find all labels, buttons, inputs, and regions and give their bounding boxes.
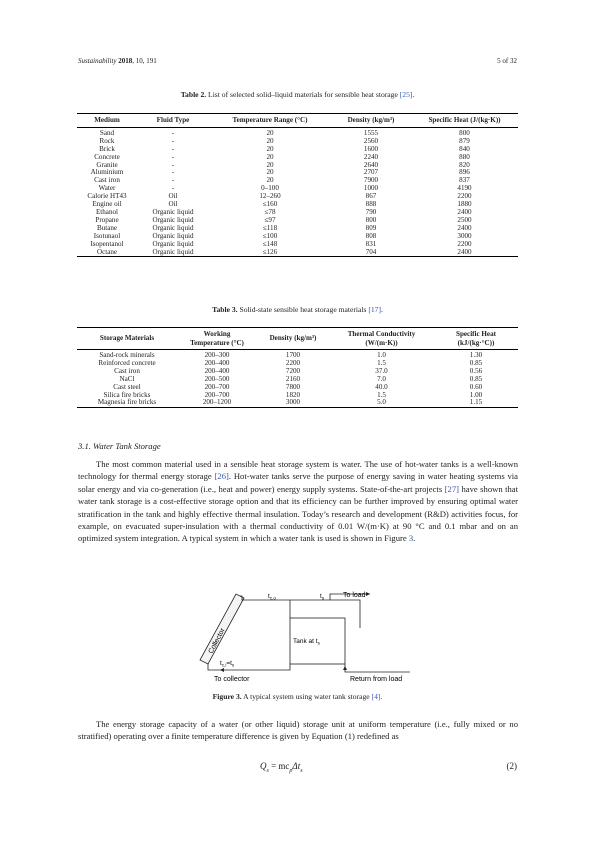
table2-cell: 704 bbox=[365, 247, 377, 256]
table3-header-cell: Specific Heat (kJ/(kg·°C)) bbox=[434, 328, 518, 350]
table2-cell: 20 bbox=[266, 176, 274, 185]
table2-cell: 2400 bbox=[457, 223, 472, 232]
table2-row bbox=[77, 233, 518, 241]
table2-cell: Calorie HT43 bbox=[87, 192, 127, 201]
table3-cell: 1820 bbox=[285, 390, 301, 399]
table2-cell: Rock bbox=[99, 136, 115, 145]
table3-cell: 1.5 bbox=[377, 390, 386, 399]
table3-cell: 1.0 bbox=[377, 351, 386, 359]
table3-header-cell: Density (kg/m³) bbox=[257, 328, 329, 350]
journal-volume: , 10, 191 bbox=[132, 57, 157, 65]
table3-cell: 0.60 bbox=[469, 382, 483, 391]
table2-cell: 20 bbox=[266, 152, 274, 161]
table2-cell: 2200 bbox=[457, 239, 472, 248]
table2-cell: Organic liquid bbox=[152, 239, 194, 248]
table3-cell: 37.0 bbox=[375, 366, 388, 375]
table3-cell: 0.85 bbox=[469, 374, 483, 383]
table2-row bbox=[77, 209, 518, 217]
table2-header-cell: Density (kg/m³) bbox=[331, 114, 411, 128]
page-number: 5 of 32 bbox=[497, 57, 517, 65]
table3-caption-text: Solid-state sensible heat storage materials bbox=[237, 305, 369, 314]
table2-cell: Oil bbox=[168, 200, 178, 209]
table2-cell: 3000 bbox=[457, 231, 472, 240]
table2-citation-link[interactable]: [25] bbox=[399, 90, 413, 99]
table2-header-cell: Specific Heat (J/(kg·K)) bbox=[411, 114, 518, 128]
table2-cell: 2400 bbox=[457, 207, 472, 216]
arrow-to-collector bbox=[220, 668, 224, 672]
table2-cell: 20 bbox=[266, 168, 274, 177]
table2-caption-end: . bbox=[412, 90, 415, 99]
table2-row bbox=[77, 169, 518, 177]
table2-cell: Octane bbox=[96, 247, 118, 256]
table3-body bbox=[77, 350, 518, 408]
table2-cell: 888 bbox=[365, 200, 377, 209]
table3 bbox=[77, 327, 518, 408]
table2-cell: - bbox=[171, 152, 175, 161]
table2-cell: 2200 bbox=[457, 192, 472, 201]
table2-cell: ≤97 bbox=[264, 215, 276, 224]
table2-row bbox=[77, 138, 518, 146]
table2-caption-label: Table 2. bbox=[180, 90, 207, 99]
table3-row bbox=[77, 399, 518, 407]
table3-cell: 7800 bbox=[285, 382, 301, 391]
table2-cell: Granite bbox=[96, 160, 118, 169]
table2-cell: ≤160 bbox=[262, 200, 278, 209]
label-tci: $t_{c,i}=t_s$ bbox=[220, 660, 235, 668]
table2-cell: Organic liquid bbox=[152, 215, 194, 224]
table3-cell: Cast steel bbox=[113, 382, 141, 391]
table2-cell: 820 bbox=[459, 160, 470, 169]
figure3-citation-link[interactable]: [4] bbox=[371, 692, 381, 701]
table2-row bbox=[77, 217, 518, 225]
para-text: The most common material used in a sensible heat storage system is water. The use of hot-water tanks is a well-known technology for thermal energy storage bbox=[78, 459, 518, 482]
table3-cell: 7200 bbox=[285, 366, 301, 375]
table3-cell: 1.15 bbox=[469, 398, 483, 407]
journal-name: Sustainability bbox=[78, 57, 117, 65]
table2-cell: - bbox=[171, 128, 175, 137]
table2-cell: Butane bbox=[96, 223, 118, 232]
table2-cell: 831 bbox=[365, 239, 377, 248]
table2-header-cell: Fluid Type bbox=[137, 114, 209, 128]
figure3-caption-label: Figure 3. bbox=[212, 692, 242, 701]
table2-row bbox=[77, 146, 518, 154]
figure3-caption-end: . bbox=[380, 692, 383, 701]
table2-cell: - bbox=[171, 176, 175, 185]
table3-cell: 1.30 bbox=[469, 351, 483, 359]
table2-cell: 20 bbox=[266, 128, 274, 137]
table2-cell: Isopentanol bbox=[90, 239, 124, 248]
table2-cell: - bbox=[171, 144, 175, 153]
table3-cell: 7.0 bbox=[377, 374, 386, 383]
table2-cell: 2500 bbox=[457, 215, 472, 224]
table3-header-cell: Storage Materials bbox=[77, 328, 177, 350]
table2-row bbox=[77, 193, 518, 201]
figure-link[interactable]: 3 bbox=[408, 533, 414, 544]
table3-cell: 3000 bbox=[285, 398, 301, 407]
equation-number: (2) bbox=[506, 761, 517, 771]
table2-cell: 0–100 bbox=[261, 184, 279, 193]
table2-row bbox=[77, 225, 518, 233]
table2-row bbox=[77, 241, 518, 249]
table3-cell: 40.0 bbox=[375, 382, 388, 391]
table3-cell: 200–300 bbox=[204, 351, 230, 359]
table2-cell: 4190 bbox=[457, 184, 472, 193]
journal-year: 2018 bbox=[118, 57, 133, 65]
table3-cell: Silica fire bricks bbox=[103, 390, 151, 399]
table2-cell: 879 bbox=[459, 136, 470, 145]
table3-cell: NaCl bbox=[119, 374, 135, 383]
table2-cell: 867 bbox=[365, 192, 377, 201]
table2-cell: ≤118 bbox=[262, 223, 278, 232]
table2-cell: 2400 bbox=[457, 247, 472, 256]
citation-link[interactable]: [27] bbox=[444, 483, 459, 494]
table2-cell: 880 bbox=[459, 152, 470, 161]
table3-cell: 1700 bbox=[285, 351, 301, 359]
table2-cell: Concrete bbox=[94, 152, 120, 161]
tank-label: Tank at $t_s$ bbox=[293, 638, 320, 646]
collector-label: Collector bbox=[207, 627, 227, 655]
table3-caption-end: . bbox=[380, 305, 383, 314]
table3-cell: 200–400 bbox=[204, 358, 230, 367]
para-text: have shown that water tank storage is a cost-effective storage option and that its efficiency can be further improved by ensuring optimal water stratification in the tank and highly effective thermal insulation. Today’s research and development (R&D) activities focus, for example, on evacuated super-insulation with a thermal conductivity of 0.01 W/(m·K) at 90 °C and 0.1 mbar and on an optimized system integration. A typical system in which a water tank is used is shown in Figure bbox=[78, 483, 518, 544]
table2-cell: 2707 bbox=[363, 168, 379, 177]
table2-header-row bbox=[77, 114, 518, 128]
table2-cell: Organic liquid bbox=[152, 231, 194, 240]
table2-caption bbox=[0, 90, 595, 99]
arrow-return bbox=[343, 666, 347, 670]
table2-cell: 840 bbox=[459, 144, 470, 153]
table3-cell: Reinforced concrete bbox=[98, 358, 156, 367]
table2-cell: ≤148 bbox=[262, 239, 278, 248]
table2-cell: Organic liquid bbox=[152, 223, 194, 232]
table2-header-cell: Temperature Range (°C) bbox=[209, 114, 331, 128]
table2-cell: Oil bbox=[168, 192, 178, 201]
table2-row bbox=[77, 177, 518, 185]
equation-formula: $Q_s = mc_p\Delta t_s$ bbox=[260, 761, 303, 774]
table3-cell: 0.85 bbox=[469, 358, 483, 367]
table3-cell: 200–700 bbox=[204, 390, 230, 399]
table3-cell: 200–500 bbox=[204, 374, 230, 383]
table3-cell: Magnesia fire bricks bbox=[97, 398, 157, 407]
table3-citation-link[interactable]: [17] bbox=[368, 305, 381, 314]
table2-cell: 20 bbox=[266, 160, 274, 169]
table2-cell: 1880 bbox=[457, 200, 472, 209]
table2-cell: Aluminium bbox=[90, 168, 124, 177]
table3-cell: 5.0 bbox=[377, 398, 386, 407]
table3-cell: Cast iron bbox=[114, 366, 140, 375]
table3-cell: 200–400 bbox=[204, 366, 230, 375]
table2-cell: ≤126 bbox=[262, 247, 278, 256]
table3-cell: 200–700 bbox=[204, 382, 230, 391]
table2-cell: 7900 bbox=[363, 176, 379, 185]
return-from-load-pipe bbox=[345, 664, 410, 672]
table2-row bbox=[77, 154, 518, 162]
table2-row bbox=[77, 162, 518, 170]
table3-caption-label: Table 3. bbox=[212, 305, 238, 314]
arrow-to-load bbox=[366, 592, 370, 596]
table2-cell: Sand bbox=[99, 128, 115, 137]
table3-cell: 1.00 bbox=[469, 390, 483, 399]
table3-cell: 2160 bbox=[285, 374, 301, 383]
table2-caption-text: List of selected solid–liquid materials for sensible heat storage bbox=[206, 90, 400, 99]
table3-cell: Sand-rock minerals bbox=[99, 351, 155, 359]
running-header bbox=[78, 57, 157, 65]
table2-cell: 800 bbox=[365, 215, 377, 224]
to-load-label: To load bbox=[343, 592, 366, 599]
table2-row bbox=[77, 185, 518, 193]
to-collector-label: To collector bbox=[214, 676, 250, 683]
table2-cell: ≤78 bbox=[264, 207, 276, 216]
table3-cell: 200–1200 bbox=[202, 398, 232, 407]
table2-cell: 790 bbox=[365, 207, 377, 216]
table2-cell: - bbox=[171, 168, 175, 177]
table2-cell: - bbox=[171, 184, 175, 193]
table2-cell: 809 bbox=[365, 223, 377, 232]
table3-header-row bbox=[77, 328, 518, 350]
table2 bbox=[77, 113, 518, 257]
table2-cell: 896 bbox=[459, 168, 470, 177]
label-tco: $t_{c,o}$ bbox=[268, 593, 276, 601]
table2-cell: Engine oil bbox=[92, 200, 122, 209]
table2-cell: - bbox=[171, 136, 175, 145]
table2-cell: 800 bbox=[459, 128, 470, 137]
table2-body bbox=[77, 127, 518, 257]
table2-cell: Cast iron bbox=[94, 176, 120, 185]
section-heading: 3.1. Water Tank Storage bbox=[78, 441, 161, 451]
table2-cell: 2240 bbox=[363, 152, 379, 161]
table2-cell: Brick bbox=[99, 144, 115, 153]
table2-cell: 20 bbox=[266, 136, 274, 145]
table2-cell: Propane bbox=[95, 215, 119, 224]
body-paragraph bbox=[78, 458, 518, 545]
label-ts: $t_s$ bbox=[320, 593, 325, 601]
table3-cell: 2200 bbox=[285, 358, 301, 367]
table2-cell: 2560 bbox=[363, 136, 379, 145]
table2-row bbox=[77, 127, 518, 137]
table3-header-cell: Working Temperature (°C) bbox=[177, 328, 257, 350]
table2-cell: 837 bbox=[459, 176, 470, 185]
table2-cell: Ethanol bbox=[95, 207, 119, 216]
table2-cell: Organic liquid bbox=[152, 207, 194, 216]
table2-cell: 12–260 bbox=[259, 192, 281, 201]
citation-link[interactable]: [26] bbox=[214, 471, 229, 482]
table2-header-cell: Medium bbox=[77, 114, 137, 128]
para-text: . bbox=[413, 533, 416, 544]
table3-caption bbox=[0, 305, 595, 314]
table3-header-cell: Thermal Conductivity (W/(m·K)) bbox=[329, 328, 434, 350]
table2-cell: 20 bbox=[266, 144, 274, 153]
figure3-caption-text: A typical system using water tank storage bbox=[241, 692, 372, 701]
table2-cell: 2640 bbox=[363, 160, 379, 169]
table2-row bbox=[77, 249, 518, 257]
table2-cell: ≤100 bbox=[262, 231, 278, 240]
table2-cell: Organic liquid bbox=[152, 247, 194, 256]
table2-cell: Isotunaol bbox=[93, 231, 121, 240]
table2-cell: 1000 bbox=[363, 184, 379, 193]
table2-cell: Water bbox=[98, 184, 116, 193]
body-paragraph-2 bbox=[78, 718, 518, 743]
table2-cell: 1555 bbox=[363, 128, 379, 137]
return-from-load-label: Return from load bbox=[350, 676, 403, 683]
para-text: . Hot-water tanks serve the purpose of energy saving in water heating systems via solar energy and via co-generation (i.e., heat and power) energy supply systems. State-of-the-art projects bbox=[78, 471, 518, 494]
table2-cell: 808 bbox=[365, 231, 377, 240]
table2-cell: - bbox=[171, 160, 175, 169]
para-text: The energy storage capacity of a water (or other liquid) storage unit at uniform temperature (i.e., fully mixed or no stratified) operating over a finite temperature difference is given by Equation (1) redefined as bbox=[78, 719, 518, 742]
table2-cell: 1600 bbox=[363, 144, 379, 153]
table3-cell: 1.5 bbox=[377, 358, 386, 367]
table3-cell: 0.56 bbox=[469, 366, 483, 375]
figure3-diagram bbox=[180, 588, 420, 684]
table2-row bbox=[77, 201, 518, 209]
figure3-caption bbox=[0, 692, 595, 701]
